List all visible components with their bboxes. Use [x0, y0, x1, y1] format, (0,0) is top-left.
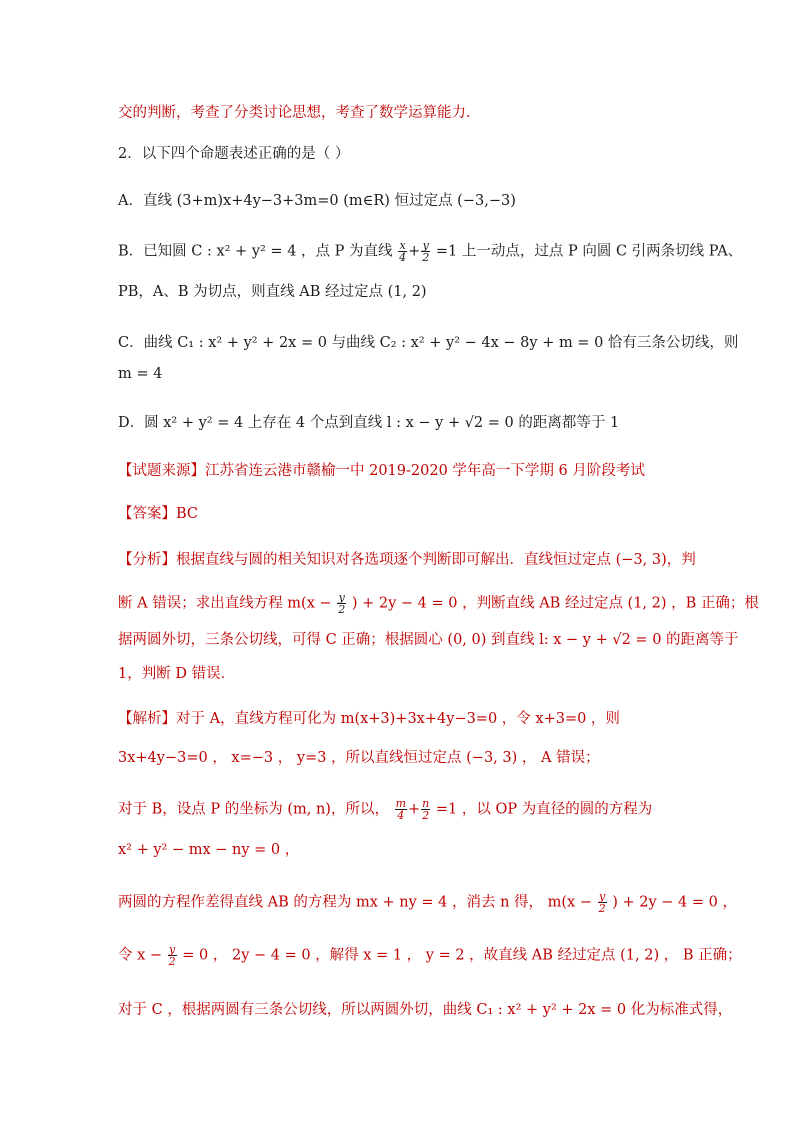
option-a: A．直线 (3+m)x+4y−3+3m=0 (m∈R) 恒过定点 (−3,−3) — [118, 193, 516, 209]
analysis-line-1: 【分析】根据直线与圆的相关知识对各选项逐个判断即可解出．直线恒过定点 (−3, 3)，判 — [118, 552, 696, 568]
option-b-line-2: PB，A、B 为切点，则直线 AB 经过定点 (1, 2) — [118, 284, 427, 300]
solution-line-1: 【解析】对于 A，直线方程可化为 m(x+3)+3x+4y−3=0 ，令 x+3=0 ，则 — [118, 711, 620, 727]
fraction-n-over-2: $\frac{n}{2}$ — [422, 797, 430, 822]
analysis-line-3: 据两圆外切，三条公切线，可得 C 正确；根据圆心 (0, 0) 到直线 l: x − y + √2 = 0 的距离等于 — [118, 632, 739, 648]
fraction-m-over-4: $\frac{m}{4}$ — [395, 797, 407, 822]
option-b-text-b: =1 上一动点，过点 P 向圆 C 引两条切线 PA、 — [435, 243, 743, 260]
fraction-y-over-2: $\frac{y}{2}$ — [338, 591, 346, 616]
solution-line-4: x² + y² − mx − ny = 0 ， — [118, 842, 300, 858]
question-2-stem: 2．以下四个命题表述正确的是（ ） — [118, 146, 350, 162]
fraction-y-over-2: $\frac{y}{2}$ — [598, 890, 606, 915]
analysis-line-2: 断 A 错误；求出直线方程 m(x − $\frac{y}{2}$ ) + 2y − 4 = 0 ，判断直线 AB 经过定点 (1, 2) ，B 正确；根 — [118, 591, 759, 616]
solution-line-7: 对于 C ，根据两圆有三条公切线，所以两圆外切，曲线 C₁ : x² + y² + 2x = 0 化为标准式得， — [118, 1002, 733, 1018]
text-line-1: 交的判断，考查了分类讨论思想，考查了数学运算能力． — [118, 105, 481, 121]
solution-line-5: 两圆的方程作差得直线 AB 的方程为 mx + ny = 4 ，消去 n 得， m(x − $\frac{y}{2}$ ) + 2y − 4 = 0 ， — [118, 890, 737, 915]
option-c-line-1: C．曲线 C₁ : x² + y² + 2x = 0 与曲线 C₂ : x² + y² − 4x − 8y + m = 0 恰有三条公切线，则 — [118, 335, 739, 351]
solution-line-2: 3x+4y−3=0 ， x=−3 ， y=3 ，所以直线恒过定点 (−3, 3) ， A 错误； — [118, 750, 600, 766]
solution-line-3: 对于 B，设点 P 的坐标为 (m, n)，所以， $\frac{m}{4}$ + $\frac{n}{2}$ =1 ，以 OP 为直径的圆的方程为 — [118, 797, 653, 822]
option-b-line-1: B．已知圆 C : x² + y² = 4 ，点 P 为直线 $\frac{x}{4}$ + $\frac{y}{2}$ =1 上一动点，过点 P 向圆 C 引两条切线 PA、 — [118, 239, 743, 264]
option-b-text-a: B．已知圆 C : x² + y² = 4 ，点 P 为直线 — [118, 243, 393, 260]
answer-line: 【答案】BC — [118, 506, 199, 522]
option-c-line-2: m = 4 — [118, 366, 163, 382]
source-line: 【试题来源】江苏省连云港市赣榆一中 2019-2020 学年高一下学期 6 月阶段考试 — [118, 463, 645, 479]
fraction-x-over-4: $\frac{x}{4}$ — [399, 239, 407, 264]
fraction-y-over-2: $\frac{y}{2}$ — [168, 943, 176, 968]
solution-line-6: 令 x − $\frac{y}{2}$ = 0 ， 2y − 4 = 0 ，解得 x = 1 ， y = 2 ，故直线 AB 经过定点 (1, 2) ， B 正确； — [118, 943, 742, 968]
analysis-line-4: 1，判断 D 错误． — [118, 666, 236, 682]
fraction-y-over-2: $\frac{y}{2}$ — [422, 239, 430, 264]
option-d: D．圆 x² + y² = 4 上存在 4 个点到直线 l : x − y + √2 = 0 的距离都等于 1 — [118, 415, 620, 431]
